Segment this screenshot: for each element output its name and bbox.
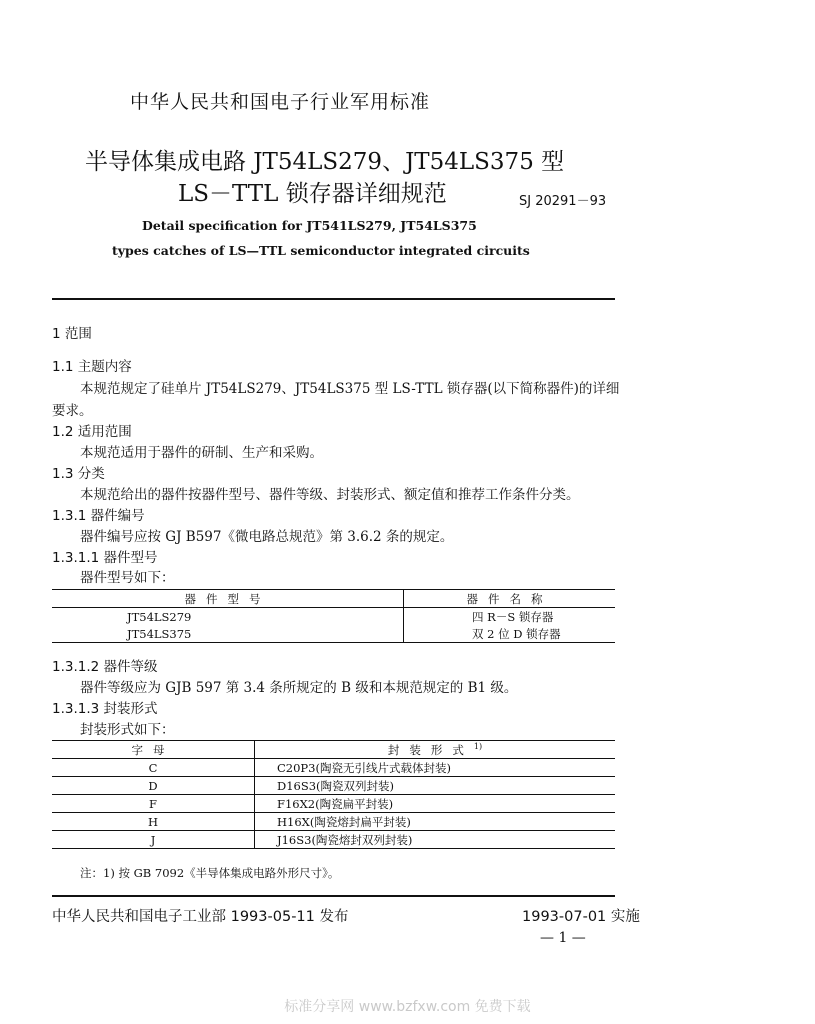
- table-row: [52, 608, 615, 626]
- section-1-3-1-heading: 1.3.1 器件编号: [52, 508, 145, 524]
- section-1-3-1-1-paragraph: 器件型号如下：: [80, 570, 175, 586]
- section-1-1-paragraph-line1: 本规范规定了硅单片 JT54LS279、JT54LS375 型 LS-TTL 锁存器(以下简称器件)的详细: [80, 381, 620, 397]
- document-title-line2: LS－TTL 锁存器详细规范: [178, 181, 447, 207]
- table-cell-package: F16X2(陶瓷扁平封装): [255, 795, 616, 813]
- section-1-3-1-3-paragraph: 封装形式如下：: [80, 722, 175, 738]
- table-row: [52, 813, 615, 831]
- table-row: [52, 759, 615, 777]
- table-cell-package: H16X(陶瓷熔封扁平封装): [255, 813, 616, 831]
- table-header-row: [52, 741, 615, 759]
- package-header-label: 封装形式: [387, 742, 474, 757]
- table-cell-letter: J: [52, 831, 255, 849]
- table-cell-package: D16S3(陶瓷双列封装): [255, 777, 616, 795]
- section-1-1-heading: 1.1 主题内容: [52, 359, 132, 375]
- section-1-2-heading: 1.2 适用范围: [52, 424, 132, 440]
- table-header-cell: 器件型号: [52, 590, 404, 608]
- table-row: [52, 795, 615, 813]
- english-title-line2: types catches of LS—TTL semiconductor integrated circuits: [112, 243, 530, 258]
- table-row: [52, 831, 615, 849]
- section-1-3-1-2-heading: 1.3.1.2 器件等级: [52, 659, 158, 675]
- section-1-heading: 1 范围: [52, 326, 92, 342]
- section-1-3-1-paragraph: 器件编号应按 GJ B597《微电路总规范》第 3.6.2 条的规定。: [80, 529, 454, 545]
- table-row: [52, 625, 615, 643]
- table-cell-letter: F: [52, 795, 255, 813]
- issue-date: 中华人民共和国电子工业部 1993-05-11 发布: [52, 909, 349, 925]
- section-1-1-paragraph-line2: 要求。: [52, 403, 93, 419]
- device-type-table: [52, 589, 615, 643]
- standard-code: SJ 20291－93: [519, 194, 607, 209]
- watermark-text: 标准分享网 www.bzfxw.com 免费下载: [284, 999, 531, 1015]
- section-1-3-paragraph: 本规范给出的器件按器件型号、器件等级、封装形式、额定值和推荐工作条件分类。: [80, 487, 580, 503]
- section-1-3-1-3-heading: 1.3.1.3 封装形式: [52, 701, 158, 717]
- english-title-line1: Detail specification for JT541LS279, JT54LS375: [142, 218, 477, 233]
- page-number: — 1 —: [540, 930, 586, 946]
- table-cell-name: 四 R－S 锁存器: [472, 609, 554, 624]
- table-header-row: [52, 590, 615, 608]
- table-row: [52, 777, 615, 795]
- header-divider: [52, 298, 615, 300]
- table-cell-letter: H: [52, 813, 255, 831]
- table-footnote: 注：1) 按 GB 7092《半导体集成电路外形尺寸》。: [80, 866, 340, 880]
- table-cell-package: J16S3(陶瓷熔封双列封装): [255, 831, 616, 849]
- table-cell-type: JT54LS279: [52, 608, 404, 626]
- table-cell-type: JT54LS375: [52, 625, 404, 643]
- effective-date: 1993-07-01 实施: [522, 909, 640, 925]
- package-form-table: [52, 740, 615, 849]
- table-header-cell: 字母: [52, 741, 255, 759]
- table-header-cell: 器件名称: [404, 590, 616, 608]
- table-cell-package: C20P3(陶瓷无引线片式载体封装): [255, 759, 616, 777]
- table-cell-letter: C: [52, 759, 255, 777]
- section-1-3-1-2-paragraph: 器件等级应为 GJB 597 第 3.4 条所规定的 B 级和本规范规定的 B1 级。: [80, 680, 518, 696]
- footer-divider: [52, 895, 615, 897]
- organization-heading: 中华人民共和国电子行业军用标准: [130, 91, 431, 113]
- table-header-cell: [255, 741, 616, 759]
- table-cell-letter: D: [52, 777, 255, 795]
- document-title-line1: 半导体集成电路 JT54LS279、JT54LS375 型: [85, 149, 565, 175]
- footnote-marker: 1): [473, 741, 483, 751]
- section-1-2-paragraph: 本规范适用于器件的研制、生产和采购。: [80, 445, 323, 461]
- section-1-3-1-1-heading: 1.3.1.1 器件型号: [52, 550, 158, 566]
- table-cell-name: 双 2 位 D 锁存器: [472, 626, 561, 641]
- section-1-3-heading: 1.3 分类: [52, 466, 105, 482]
